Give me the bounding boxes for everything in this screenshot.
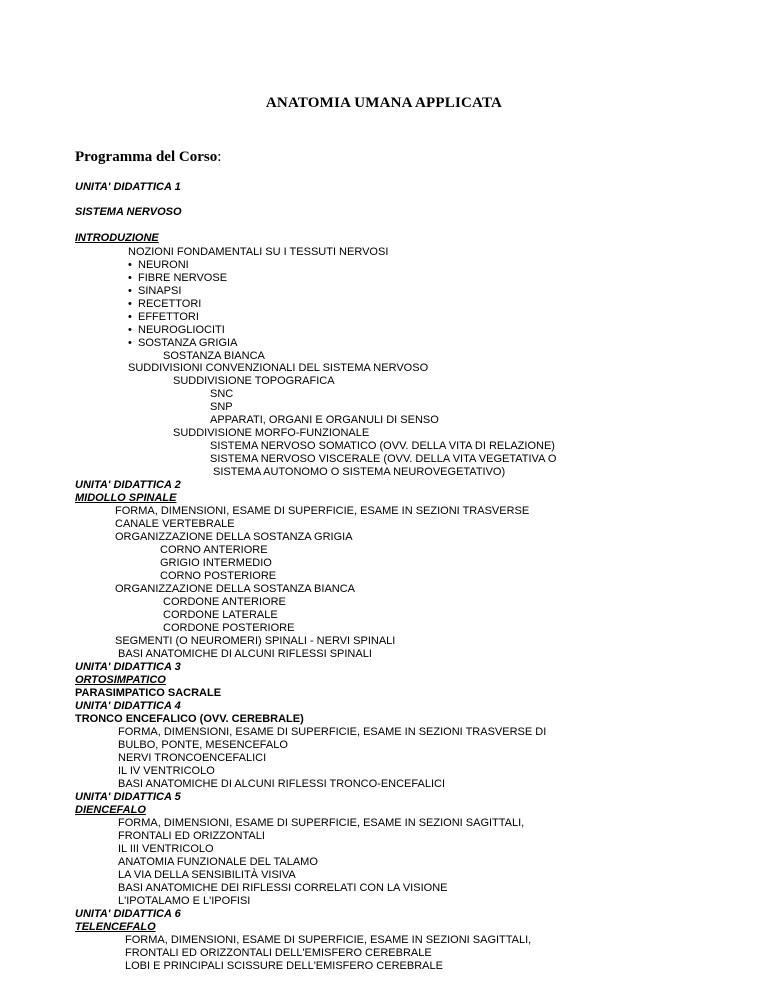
program-line: CANALE VERTEBRALE <box>115 518 235 530</box>
bullet-list-item: • RECETTORI <box>128 298 201 311</box>
program-line: FRONTALI ED ORIZZONTALI <box>118 830 265 842</box>
program-line: SNP <box>210 401 233 413</box>
program-line: SUDDIVISIONI CONVENZIONALI DEL SISTEMA NERVOSO <box>128 362 429 374</box>
section-heading: UNITA' DIDATTICA 5 <box>75 791 181 803</box>
program-line: FRONTALI ED ORIZZONTALI DELL'EMISFERO CEREBRALE <box>125 947 432 959</box>
program-line: SNC <box>210 388 234 400</box>
program-line: BASI ANATOMICHE DI ALCUNI RIFLESSI SPINALI <box>118 648 372 660</box>
bullet-list-item: • FIBRE NERVOSE <box>128 272 227 285</box>
program-line: PARASIMPATICO SACRALE <box>75 687 222 699</box>
bullet-list-item: • NEUROGLIOCITI <box>128 324 225 337</box>
program-line: BASI ANATOMICHE DI ALCUNI RIFLESSI TRONCO-ENCEFALICI <box>118 778 446 790</box>
program-line: FORMA, DIMENSIONI, ESAME DI SUPERFICIE, ESAME IN SEZIONI TRASVERSE DI <box>118 726 547 738</box>
section-heading: INTRODUZIONE <box>75 232 159 244</box>
program-line: CORNO POSTERIORE <box>160 570 277 582</box>
section-heading: UNITA' DIDATTICA 4 <box>75 700 181 712</box>
program-line: SISTEMA AUTONOMO O SISTEMA NEUROVEGETATIVO) <box>213 466 506 478</box>
program-line: APPARATI, ORGANI E ORGANULI DI SENSO <box>210 414 439 426</box>
program-line: FORMA, DIMENSIONI, ESAME DI SUPERFICIE, ESAME IN SEZIONI SAGITTALI, <box>118 817 525 829</box>
program-line: SOSTANZA BIANCA <box>163 350 265 362</box>
program-line: SUDDIVISIONE TOPOGRAFICA <box>173 375 335 387</box>
section-heading: UNITA' DIDATTICA 3 <box>75 661 181 673</box>
program-line: TRONCO ENCEFALICO (OVV. CEREBRALE) <box>75 713 304 725</box>
program-line: L'IPOTALAMO E L'IPOFISI <box>118 895 251 907</box>
program-line: ANATOMIA FUNZIONALE DEL TALAMO <box>118 856 318 868</box>
section-heading: MIDOLLO SPINALE <box>75 492 177 504</box>
subtitle-bold-text: Programma del Corso <box>75 149 218 165</box>
bullet-list-item: • EFFETTORI <box>128 311 199 324</box>
program-line: NOZIONI FONDAMENTALI SU I TESSUTI NERVOSI <box>128 246 389 258</box>
program-line: BASI ANATOMICHE DEI RIFLESSI CORRELATI CON LA VISIONE <box>118 882 448 894</box>
subtitle-colon: : <box>217 149 222 165</box>
section-heading: UNITA' DIDATTICA 1 <box>75 181 181 193</box>
program-line: LOBI E PRINCIPALI SCISSURE DELL'EMISFERO CEREBRALE <box>125 960 443 972</box>
section-heading: UNITA' DIDATTICA 6 <box>75 908 181 920</box>
section-heading: SISTEMA NERVOSO <box>75 206 182 218</box>
program-line: SEGMENTI (O NEUROMERI) SPINALI - NERVI SPINALI <box>115 635 396 647</box>
section-heading: TELENCEFALO <box>75 921 156 933</box>
program-line: CORDONE ANTERIORE <box>163 596 286 608</box>
program-line: CORDONE LATERALE <box>163 609 278 621</box>
bullet-list-item: • SINAPSI <box>128 285 181 298</box>
program-line: SUDDIVISIONE MORFO-FUNZIONALE <box>173 427 370 439</box>
document-subtitle <box>75 149 221 166</box>
program-line: SISTEMA NERVOSO SOMATICO (OVV. DELLA VITA DI RELAZIONE) <box>210 440 555 452</box>
program-line: BULBO, PONTE, MESENCEFALO <box>118 739 288 751</box>
program-line: FORMA, DIMENSIONI, ESAME DI SUPERFICIE, ESAME IN SEZIONI TRASVERSE <box>115 505 530 517</box>
program-line: FORMA, DIMENSIONI, ESAME DI SUPERFICIE, ESAME IN SEZIONI SAGITTALI, <box>125 934 532 946</box>
document-title: ANATOMIA UMANA APPLICATA <box>265 95 503 111</box>
bullet-list-item: • SOSTANZA GRIGIA <box>128 337 237 350</box>
section-heading: DIENCEFALO <box>75 804 146 816</box>
program-line: ORGANIZZAZIONE DELLA SOSTANZA BIANCA <box>115 583 356 595</box>
program-line: NERVI TRONCOENCEFALICI <box>118 752 267 764</box>
program-line: GRIGIO INTERMEDIO <box>160 557 272 569</box>
bullet-list-item: • NEURONI <box>128 259 189 272</box>
program-line: CORNO ANTERIORE <box>160 544 268 556</box>
section-heading: UNITA' DIDATTICA 2 <box>75 479 181 491</box>
program-line: IL IV VENTRICOLO <box>118 765 215 777</box>
program-line: LA VIA DELLA SENSIBILITÀ VISIVA <box>118 869 296 881</box>
program-line: SISTEMA NERVOSO VISCERALE (OVV. DELLA VITA VEGETATIVA O <box>210 453 557 465</box>
program-line: IL III VENTRICOLO <box>118 843 214 855</box>
section-heading: ORTOSIMPATICO <box>75 674 166 686</box>
program-line: ORGANIZZAZIONE DELLA SOSTANZA GRIGIA <box>115 531 353 543</box>
program-line: CORDONE POSTERIORE <box>163 622 295 634</box>
